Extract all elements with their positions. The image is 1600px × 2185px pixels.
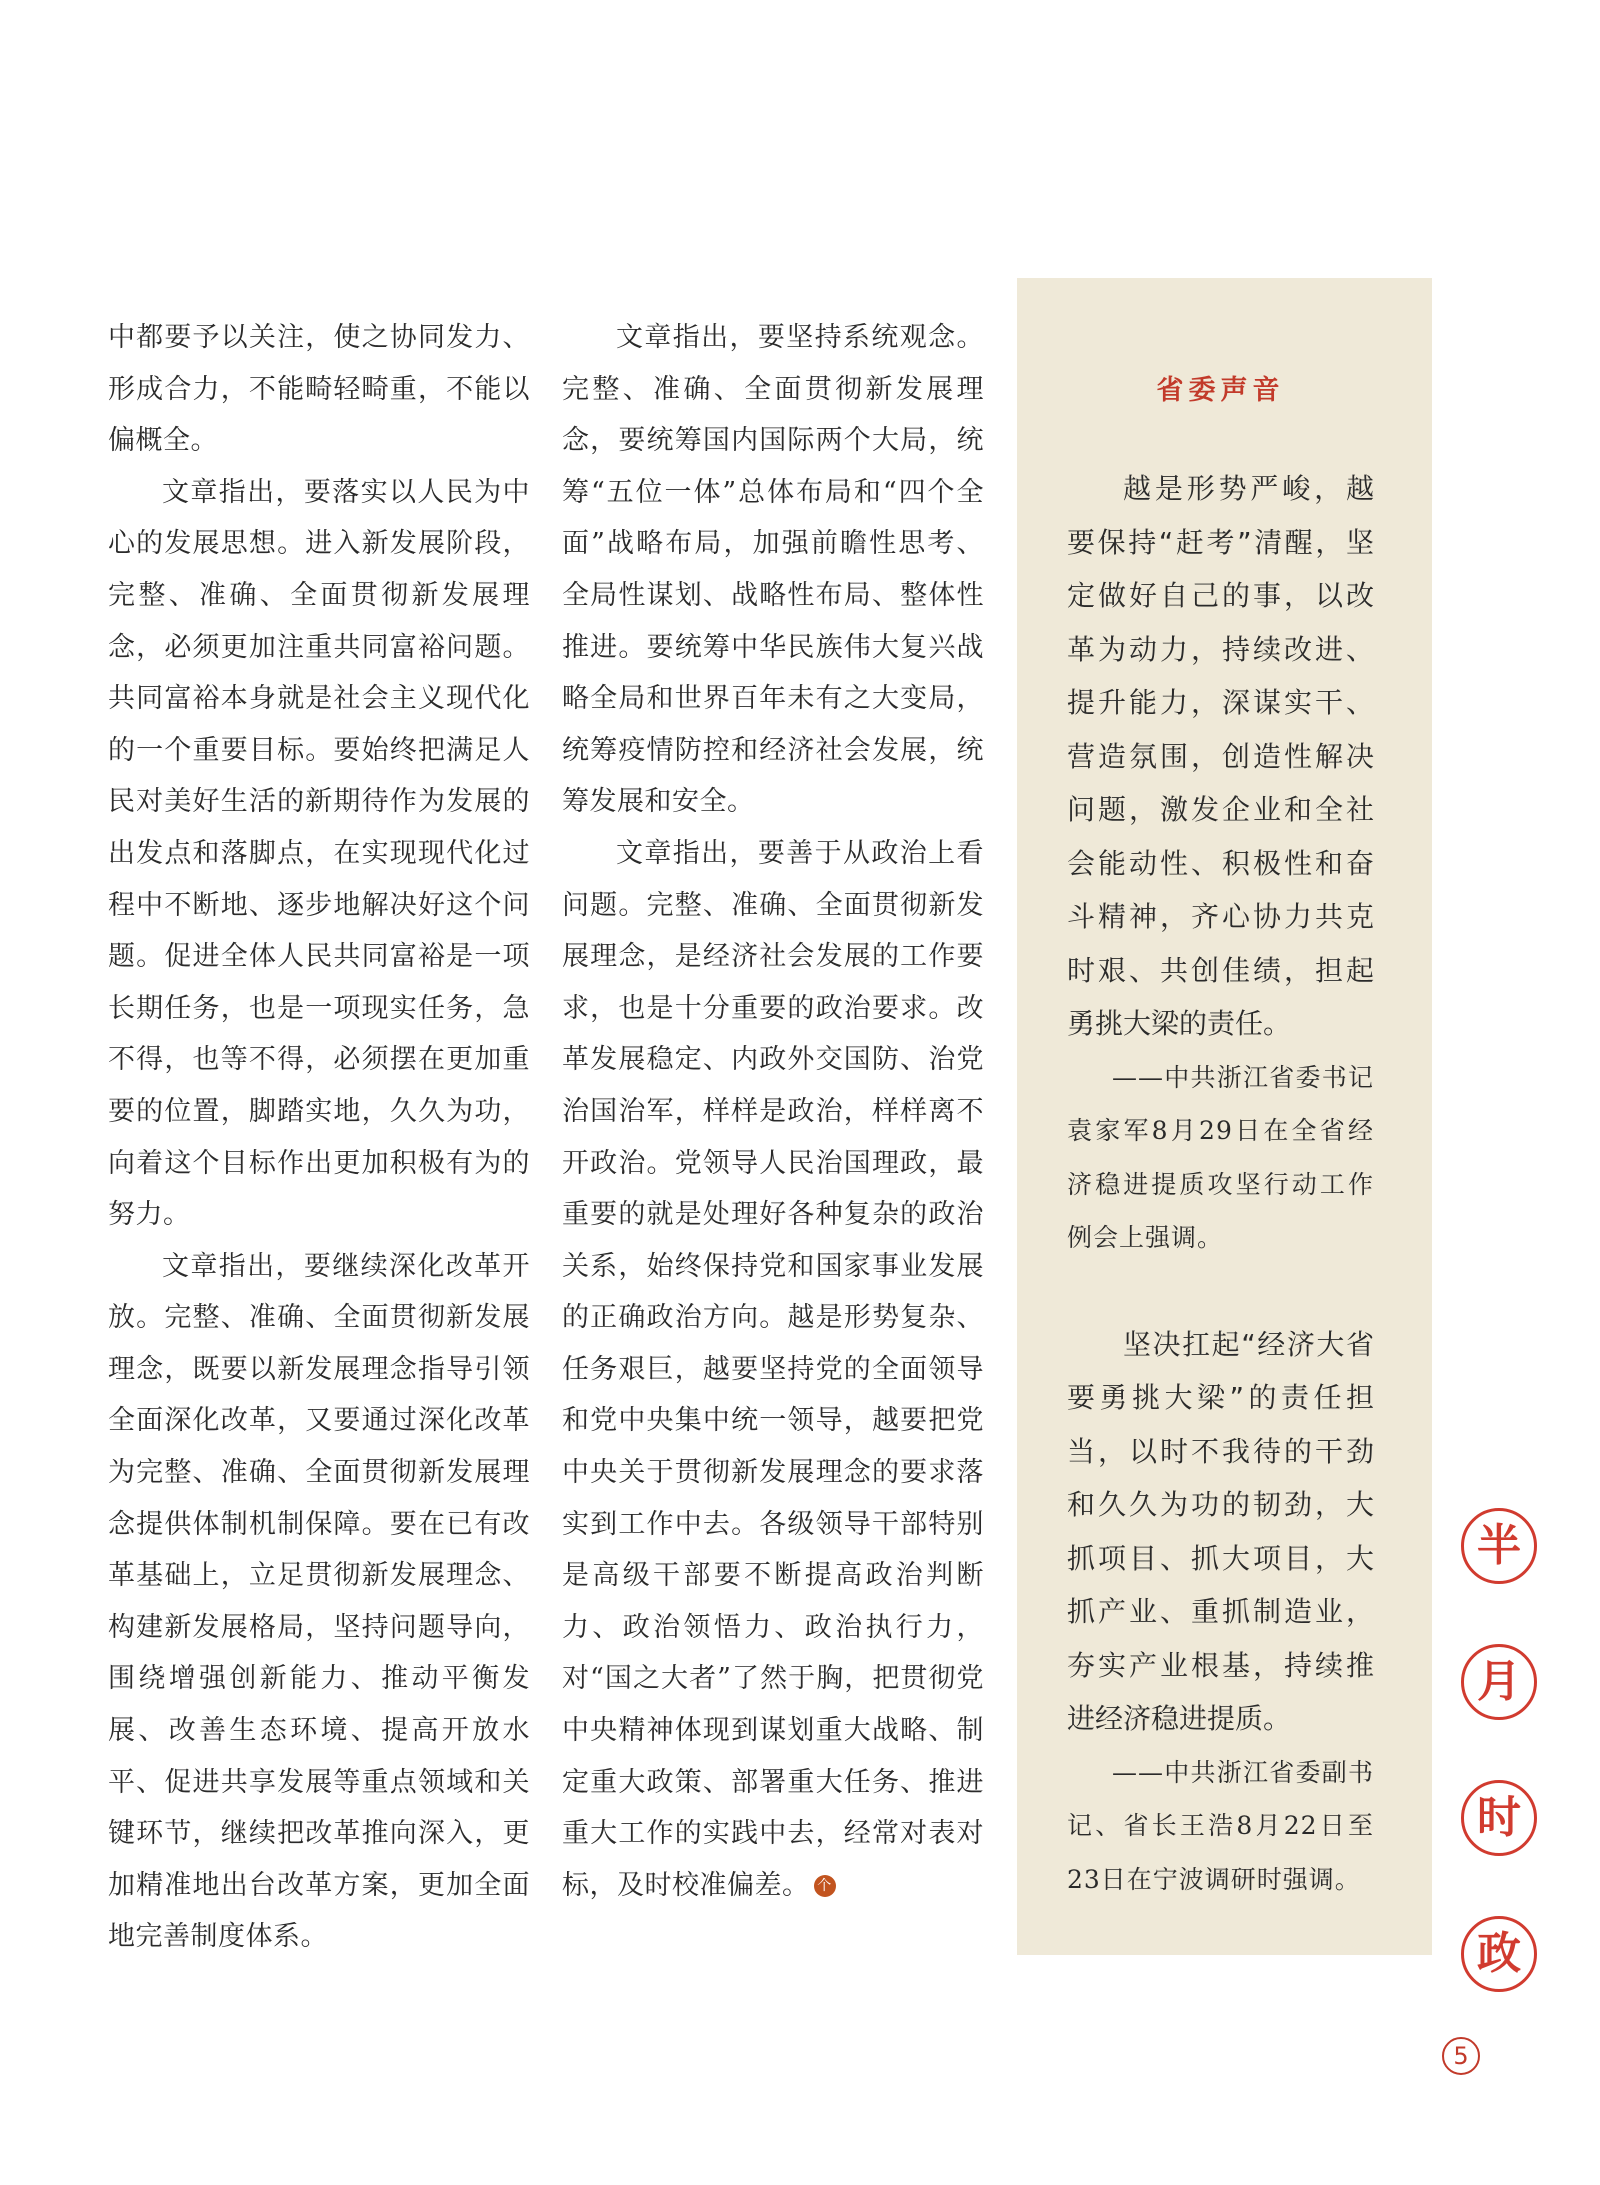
end-mark-icon: 个 xyxy=(814,1875,836,1897)
section-title-char: 政 xyxy=(1461,1916,1537,1992)
article-column-left xyxy=(108,312,530,1963)
paragraph: 文章指出，要继续深化改革开放。完整、准确、全面贯彻新发展理念，既要以新发展理念指导引领全面深化改革，又要通过深化改革为完整、准确、全面贯彻新发展理念提供体制机制保障。要在已有改革基础上，立足贯彻新发展理念、构建新发展格局，坚持问题导向，围绕增强创新能力、推动平衡发展、改善生态环境、提高开放水平、促进共享发展等重点领域和关键环节，继续把改革推向深入，更加精准地出台改革方案，更加全面地完善制度体系。 xyxy=(108,1250,530,1953)
section-title xyxy=(1461,1508,1541,2052)
paragraph-text: 文章指出，要善于从政治上看问题。完整、准确、全面贯彻新发展理念，是经济社会发展的工作要求，也是十分重要的政治要求。改革发展稳定、内政外交国防、治党治国治军，样样是政治，样样离不开政治。党领导人民治国理政，最重要的就是处理好各种复杂的政治关系，始终保持党和国家事业发展的正确政治方向。越是形势复杂、任务艰巨，越要坚持党的全面领导和党中央集中统一领导，越要把党中央关于贯彻新发展理念的要求落实到工作中去。各级领导干部特别是高级干部要不断提高政治判断力、政治领悟力、政治执行力，对“国之大者”了然于胸，把贯彻党中央精神体现到谋划重大战略、制定重大政策、部署重大任务、推进重大工作的实践中去，经常对表对标，及时校准偏差。 xyxy=(562,837,984,1901)
sidebar-box xyxy=(1017,278,1432,1955)
page-number: 5 xyxy=(1442,2037,1480,2075)
article-column-middle xyxy=(562,312,984,1911)
sidebar-quote: 越是形势严峻，越要保持“赶考”清醒，坚定做好自己的事，以改革为动力，持续改进、提升能力，深谋实干、营造氛围，创造性解决问题，激发企业和全社会能动性、积极性和奋斗精神，齐心协力共克时艰、共创佳绩，担起勇挑大梁的责任。 xyxy=(1067,472,1374,1040)
paragraph: 文章指出，要落实以人民为中心的发展思想。进入新发展阶段，完整、准确、全面贯彻新发展理念，必须更加注重共同富裕问题。共同富裕本身就是社会主义现代化的一个重要目标。要始终把满足人民对美好生活的新期待作为发展的出发点和落脚点，在实现现代化过程中不断地、逐步地解决好这个问题。促进全体人民共同富裕是一项长期任务，也是一项现实任务，急不得，也等不得，必须摆在更加重要的位置，脚踏实地，久久为功，向着这个目标作出更加积极有为的努力。 xyxy=(108,476,530,1231)
paragraph: 文章指出，要坚持系统观念。完整、准确、全面贯彻新发展理念，要统筹国内国际两个大局，统筹“五位一体”总体布局和“四个全面”战略布局，加强前瞻性思考、全局性谋划、战略性布局、整体性推进。要统筹中华民族伟大复兴战略全局和世界百年未有之大变局，统筹疫情防控和经济社会发展，统筹发展和安全。 xyxy=(562,322,984,818)
sidebar-quote: 坚决扛起“经济大省要勇挑大梁”的责任担当，以时不我待的干劲和久久为功的韧劲，大抓项目、抓大项目，大抓产业、重抓制造业，夯实产业根基，持续推进经济稳进提质。 xyxy=(1067,1327,1374,1735)
sidebar-attribution: ——中共浙江省委副书记、省长王浩8月22日至23日在宁波调研时强调。 xyxy=(1067,1757,1374,1894)
paragraph xyxy=(562,828,984,1911)
section-title-char: 月 xyxy=(1461,1644,1537,1720)
sidebar-title: 省委声音 xyxy=(1156,375,1285,406)
sidebar-attribution: ——中共浙江省委书记袁家军8月29日在全省经济稳进提质攻坚行动工作例会上强调。 xyxy=(1067,1062,1374,1252)
section-title-char: 时 xyxy=(1461,1780,1537,1856)
section-title-char: 半 xyxy=(1461,1508,1537,1584)
paragraph: 中都要予以关注，使之协同发力、形成合力，不能畸轻畸重，不能以偏概全。 xyxy=(108,322,530,457)
